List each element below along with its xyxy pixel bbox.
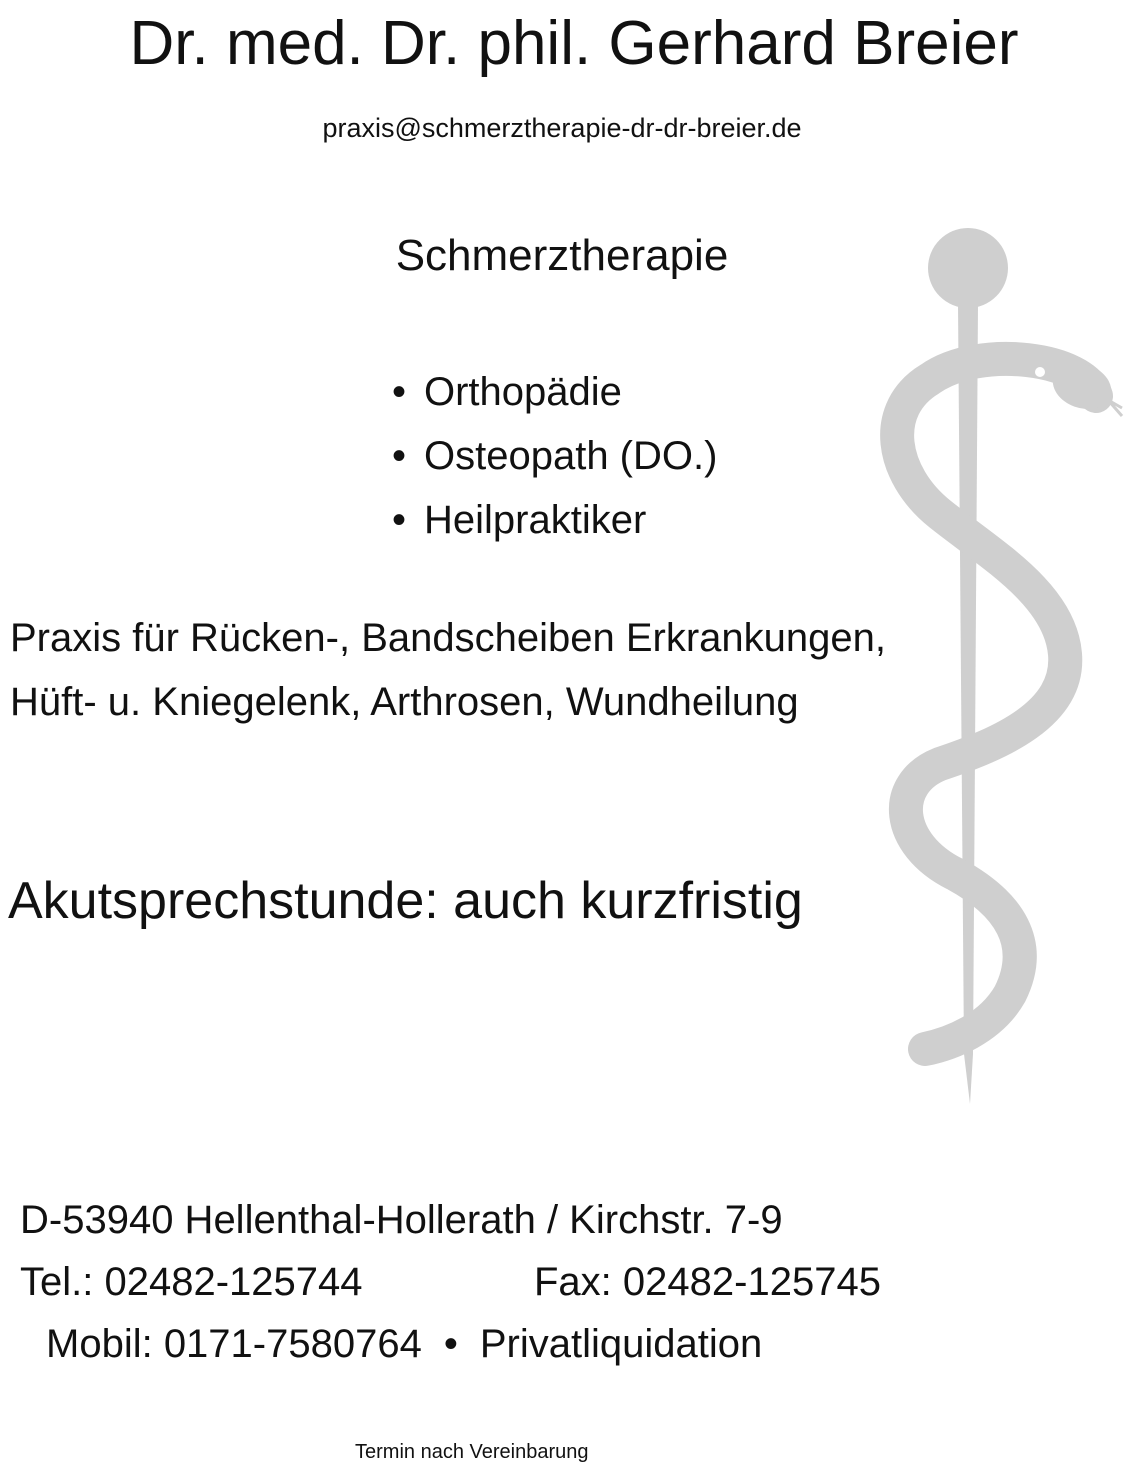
separator-bullet: • (443, 1322, 458, 1366)
service-label: Orthopädie (424, 370, 622, 414)
acute-consultation-text: Akutsprechstunde: auch kurzfristig (8, 872, 803, 930)
fax-number: Fax: 02482-125745 (534, 1260, 881, 1304)
appointment-note: Termin nach Vereinbarung (355, 1441, 589, 1463)
page-heading: Schmerztherapie (395, 231, 729, 280)
service-label: Osteopath (DO.) (424, 434, 718, 478)
list-item (392, 360, 717, 424)
billing-text: Privatliquidation (479, 1322, 763, 1366)
bullet-icon: • (392, 498, 407, 542)
practice-description-line: Praxis für Rücken-, Bandscheiben Erkrankungen, (10, 616, 887, 660)
mobile-number[interactable]: Mobil: 0171-7580764 (46, 1322, 422, 1366)
service-label: Heilpraktiker (424, 498, 647, 542)
list-item (392, 488, 717, 552)
doctor-name: Dr. med. Dr. phil. Gerhard Breier (129, 9, 1019, 78)
telephone-number[interactable]: Tel.: 02482-125744 (20, 1260, 363, 1304)
email-address[interactable]: praxis@schmerztherapie-dr-dr-breier.de (322, 113, 802, 143)
practice-description-line: Hüft- u. Kniegelenk, Arthrosen, Wundheilung (10, 680, 799, 724)
bullet-icon: • (392, 370, 407, 414)
rod-of-asclepius-icon (860, 224, 1130, 1110)
bullet-icon: • (392, 434, 407, 478)
services-list (392, 360, 717, 552)
list-item (392, 424, 717, 488)
address-text: D-53940 Hellenthal-Hollerath / Kirchstr. 7-9 (20, 1198, 783, 1242)
mobile-line (46, 1318, 762, 1370)
